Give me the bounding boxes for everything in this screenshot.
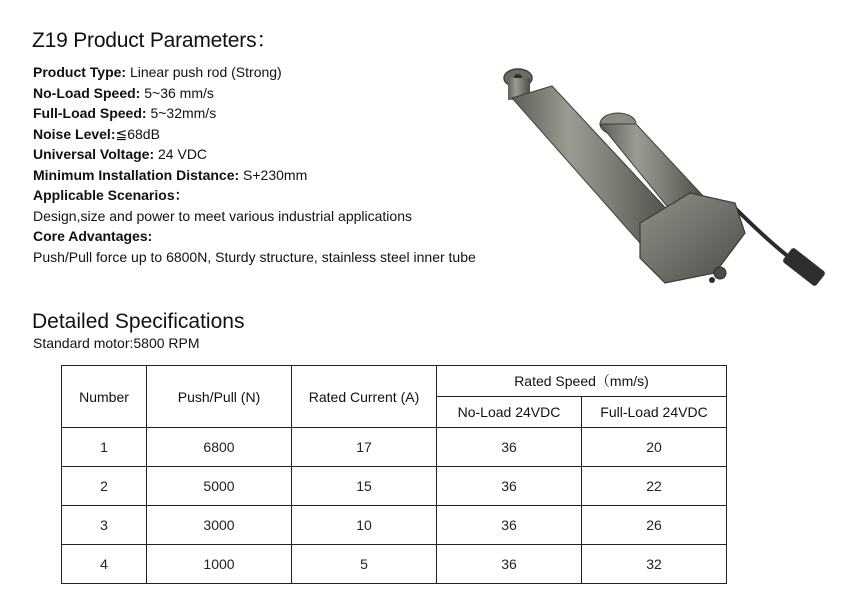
cell-push-pull: 6800 [147,428,292,467]
cell-current: 15 [292,467,437,506]
parameters-list [33,62,476,267]
scenarios-label: Applicable Scenarios： [33,187,189,203]
table-header-row [62,366,727,397]
advantages-heading [33,226,476,247]
cell-number: 1 [62,428,147,467]
param-product-type [33,62,476,83]
cell-current: 10 [292,506,437,545]
param-label: Full-Load Speed: [33,105,147,121]
cell-no-load: 36 [437,428,582,467]
page-title: Z19 Product Parameters： [32,29,278,52]
param-label: No-Load Speed: [33,84,141,101]
cell-push-pull: 1000 [147,545,292,584]
cell-no-load: 36 [437,545,582,584]
param-no-load-speed [33,83,476,104]
param-voltage [33,144,476,165]
cell-no-load: 36 [437,506,582,545]
header-rated-current: Rated Current (A) [292,366,437,428]
cell-number: 3 [62,506,147,545]
table-row [62,428,727,467]
header-rated-speed: Rated Speed（mm/s) [437,366,727,397]
param-label: Product Type: [33,64,127,80]
header-push-pull: Push/Pull (N) [147,366,292,428]
cell-push-pull: 5000 [147,467,292,506]
param-value: 24 VDC [154,146,208,162]
param-full-load-speed [33,103,476,124]
cell-full-load: 22 [582,467,727,506]
header-number: Number [62,366,147,428]
advantages-text: Push/Pull force up to 6800N, Sturdy structure, stainless steel inner tube [33,248,476,265]
table-row [62,467,727,506]
specs-table [61,365,727,584]
param-label: Minimum Installation Distance: [33,166,240,183]
param-value: Linear push rod (Strong) [126,64,282,80]
cell-number: 2 [62,467,147,506]
param-value: ≦68dB [115,125,160,142]
table-row [62,506,727,545]
cell-current: 17 [292,428,437,467]
table-row [62,545,727,584]
param-noise-level [33,124,476,145]
param-label: Noise Level: [33,125,116,142]
param-label: Universal Voltage: [33,146,155,162]
param-min-install-distance [33,165,476,186]
specs-subtitle: Standard motor:5800 RPM [33,335,200,351]
linear-actuator-image [490,58,835,308]
cell-current: 5 [292,545,437,584]
scenarios-heading [33,185,476,206]
cell-push-pull: 3000 [147,506,292,545]
param-value: 5~32mm/s [146,105,217,121]
header-full-load: Full-Load 24VDC [582,397,727,428]
cell-no-load: 36 [437,467,582,506]
cell-full-load: 20 [582,428,727,467]
param-value: 5~36 mm/s [140,84,214,101]
advantages-label: Core Advantages: [33,228,153,244]
cell-full-load: 26 [582,506,727,545]
scenarios-text: Design,size and power to meet various industrial applications [33,207,412,224]
cell-number: 4 [62,545,147,584]
specs-title: Detailed Specifications [32,310,245,333]
param-value: S+230mm [239,166,308,183]
header-no-load: No-Load 24VDC [437,397,582,428]
cell-full-load: 32 [582,545,727,584]
